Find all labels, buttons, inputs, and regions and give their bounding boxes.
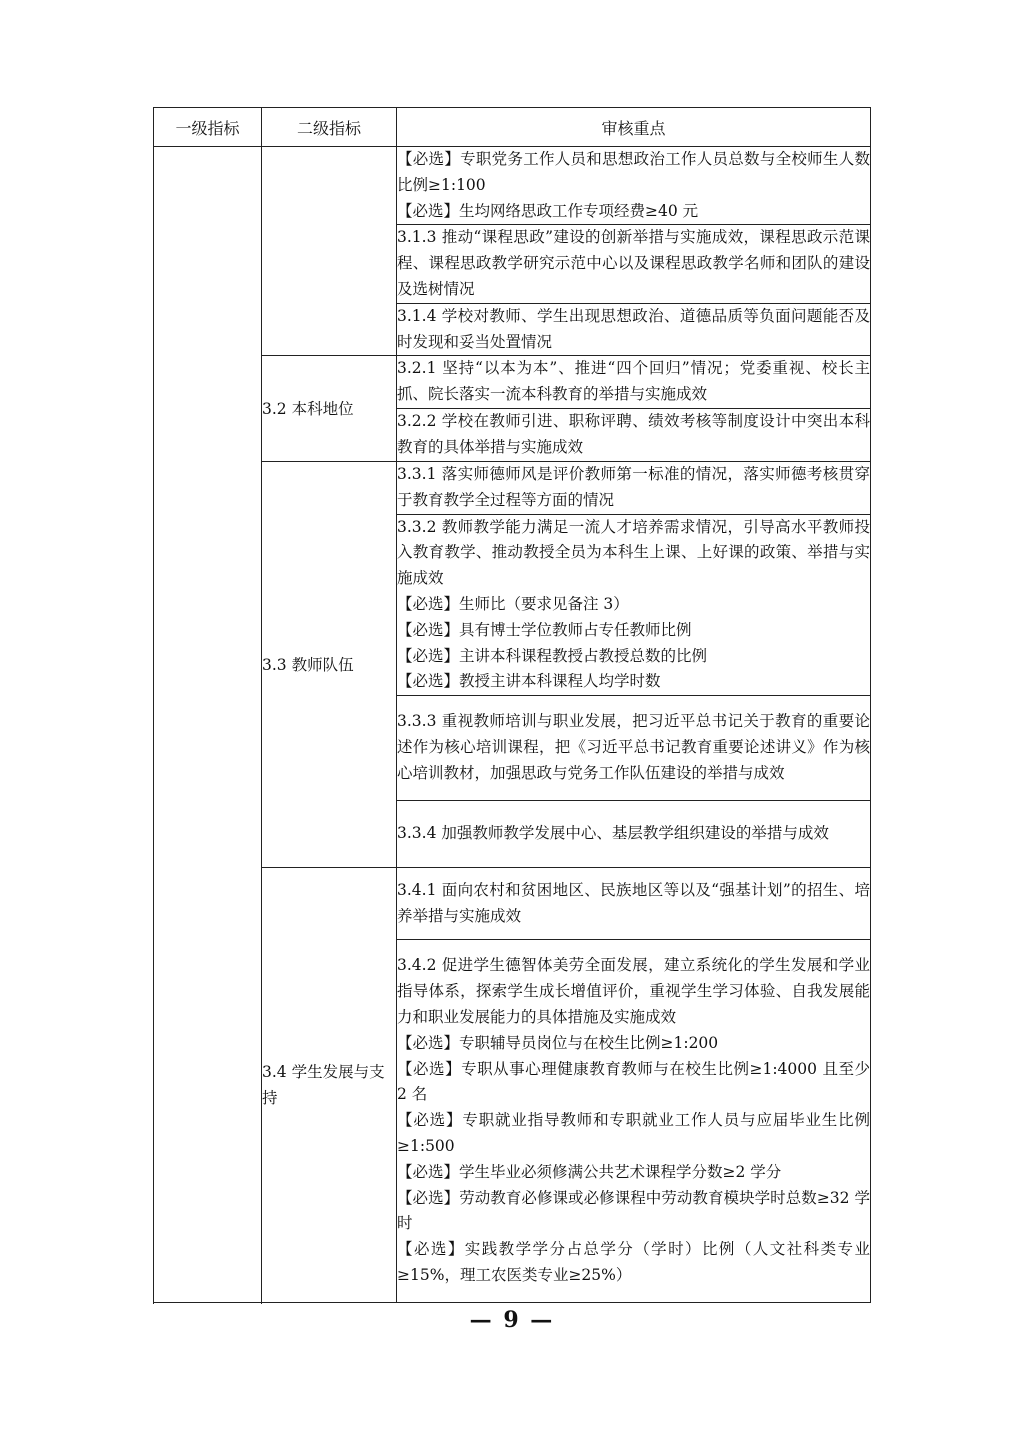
header-secondary-indicator: 二级指标	[262, 108, 397, 147]
header-audit-focus: 审核重点	[397, 108, 871, 147]
header-primary-indicator: 一级指标	[154, 108, 262, 147]
audit-item: 3.3.4 加强教师教学发展中心、基层教学组织建设的举措与成效	[397, 801, 871, 868]
item-line: 【必选】专职就业指导教师和专职就业工作人员与应届毕业生比例≥1:500	[397, 1111, 870, 1156]
secondary-indicator-cell	[262, 147, 397, 356]
audit-item	[397, 147, 871, 225]
audit-item	[397, 940, 871, 1303]
table-row	[154, 868, 871, 940]
table-row	[154, 461, 871, 514]
table-row	[154, 147, 871, 225]
audit-item: 3.4.1 面向农村和贫困地区、民族地区等以及“强基计划”的招生、培养举措与实施成效	[397, 868, 871, 940]
audit-table	[153, 107, 871, 1303]
audit-item: 3.2.2 学校在教师引进、职称评聘、绩效考核等制度设计中突出本科教育的具体举措与实施成效	[397, 408, 871, 461]
primary-indicator-cell	[154, 147, 262, 1303]
item-line: 【必选】专职辅导员岗位与在校生比例≥1:200	[397, 1033, 719, 1052]
table-row	[154, 356, 871, 409]
secondary-indicator-cell: 3.2 本科地位	[262, 356, 397, 462]
item-line: 【必选】专职党务工作人员和思想政治工作人员总数与全校师生人数比例≥1:100	[397, 150, 870, 194]
item-line: 【必选】生均网络思政工作专项经费≥40 元	[397, 201, 699, 220]
item-line: 【必选】主讲本科课程教授占教授总数的比例	[397, 646, 708, 665]
item-line: 3.4.2 促进学生德智体美劳全面发展，建立系统化的学生发展和学业指导体系，探索学生成长增值评价，重视学生学习体验、自我发展能力和职业发展能力的具体措施及实施成效	[397, 956, 870, 1027]
audit-item	[397, 514, 871, 696]
audit-item: 3.3.1 落实师德师风是评价教师第一标准的情况，落实师德考核贯穿于教育教学全过程等方面的情况	[397, 461, 871, 514]
item-line: 3.3.2 教师教学能力满足一流人才培养需求情况，引导高水平教师投入教育教学、推动教授全员为本科生上课、上好课的政策、举措与实施成效	[397, 517, 870, 588]
item-line: 【必选】劳动教育必修课或必修课程中劳动教育模块学时总数≥32 学时	[397, 1188, 870, 1233]
audit-item: 3.1.3 推动“课程思政”建设的创新举措与实施成效，课程思政示范课程、课程思政教学研究示范中心以及课程思政教学名师和团队的建设及选树情况	[397, 225, 871, 303]
page-number: — 9 —	[469, 1307, 555, 1333]
item-line: 【必选】学生毕业必须修满公共艺术课程学分数≥2 学分	[397, 1162, 782, 1181]
item-line: 【必选】专职从事心理健康教育教师与在校生比例≥1:4000 且至少 2 名	[397, 1059, 870, 1104]
audit-item: 3.3.3 重视教师培训与职业发展，把习近平总书记关于教育的重要论述作为核心培训课程，把《习近平总书记教育重要论述讲义》作为核心培训教材，加强思政与党务工作队伍建设的举措与成效	[397, 696, 871, 801]
audit-item: 3.1.4 学校对教师、学生出现思想政治、道德品质等负面问题能否及时发现和妥当处置情况	[397, 303, 871, 356]
header-row	[154, 108, 871, 147]
item-line: 【必选】具有博士学位教师占专任教师比例	[397, 620, 692, 639]
item-line: 【必选】教授主讲本科课程人均学时数	[397, 672, 661, 691]
audit-item: 3.2.1 坚持“以本为本”、推进“四个回归”情况；党委重视、校长主抓、院长落实一流本科教育的举措与实施成效	[397, 356, 871, 409]
item-line: 【必选】生师比（要求见备注 3）	[397, 594, 629, 613]
item-line: 【必选】实践教学学分占总学分（学时）比例（人文社科类专业≥15%，理工农医类专业≥25%）	[397, 1240, 870, 1285]
secondary-indicator-cell: 3.4 学生发展与支持	[262, 868, 397, 1303]
secondary-indicator-cell: 3.3 教师队伍	[262, 461, 397, 867]
